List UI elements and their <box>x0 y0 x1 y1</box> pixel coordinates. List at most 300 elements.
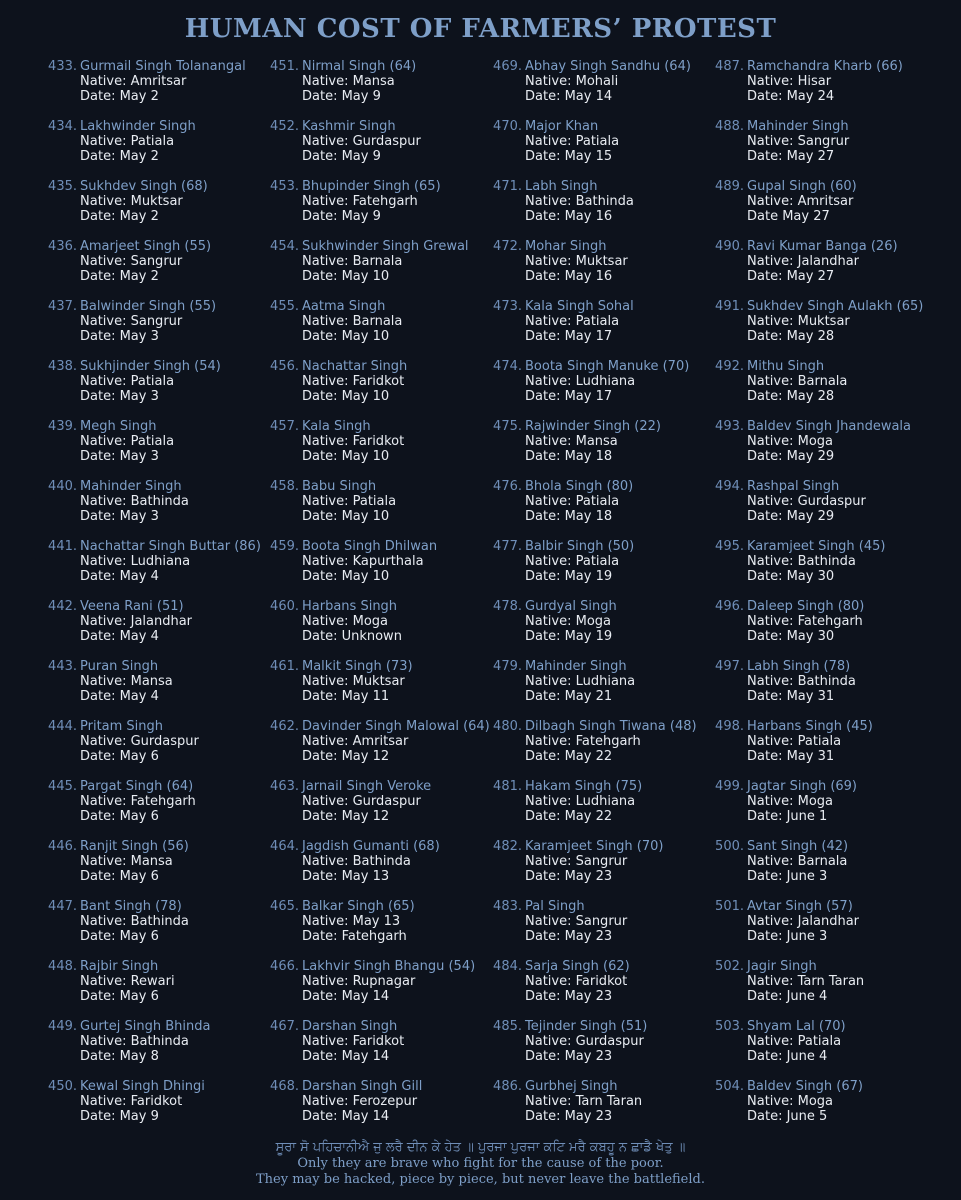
death-date: Date: June 4 <box>747 989 828 1004</box>
list-item <box>492 1019 714 1079</box>
death-date: Date: May 6 <box>80 869 159 884</box>
native-place: Native: Moga <box>747 794 833 809</box>
entry-number: 484. <box>493 959 522 974</box>
list-item <box>714 839 936 899</box>
death-date: Date: May 19 <box>525 569 613 584</box>
entry-number: 441. <box>48 539 77 554</box>
list-item <box>714 359 936 419</box>
death-date: Date: June 1 <box>747 809 828 824</box>
person-name: Balbir Singh (50) <box>525 539 635 554</box>
entry-number: 459. <box>270 539 299 554</box>
death-date: Date: May 27 <box>747 149 835 164</box>
person-name: Pritam Singh <box>80 719 164 734</box>
death-date: Date: May 12 <box>302 809 390 824</box>
entry-number: 486. <box>493 1079 522 1094</box>
person-name: Avtar Singh (57) <box>747 899 853 914</box>
memorial-list <box>0 59 961 1139</box>
list-item <box>47 59 269 119</box>
list-item <box>47 1079 269 1139</box>
person-name: Jagtar Singh (69) <box>747 779 858 794</box>
person-name: Boota Singh Dhilwan <box>302 539 438 554</box>
entry-number: 496. <box>715 599 744 614</box>
list-item <box>714 1079 936 1139</box>
person-name: Jarnail Singh Veroke <box>302 779 432 794</box>
death-date: Date: May 10 <box>302 509 390 524</box>
native-place: Native: Ludhiana <box>80 554 191 569</box>
person-name: Megh Singh <box>80 419 157 434</box>
entry-number: 457. <box>270 419 299 434</box>
person-name: Labh Singh (78) <box>747 659 851 674</box>
person-name: Boota Singh Manuke (70) <box>525 359 690 374</box>
person-name: Abhay Singh Sandhu (64) <box>525 59 691 74</box>
death-date: Date: May 18 <box>525 509 613 524</box>
death-date: Date: May 23 <box>525 1049 613 1064</box>
list-item <box>714 659 936 719</box>
death-date: Date: May 14 <box>302 1109 390 1124</box>
translation-line-2: They may be hacked, piece by piece, but never leave the battlefield. <box>255 1172 705 1187</box>
person-name: Sarja Singh (62) <box>525 959 630 974</box>
native-place: Native: Patiala <box>80 434 175 449</box>
person-name: Tejinder Singh (51) <box>525 1019 648 1034</box>
native-place: Native: Patiala <box>80 134 175 149</box>
death-date: Date: May 30 <box>747 629 835 644</box>
native-place: Native: Mansa <box>302 74 395 89</box>
death-date: Date: May 27 <box>747 269 835 284</box>
list-item <box>269 59 491 119</box>
death-date: Date: May 12 <box>302 749 390 764</box>
entry-number: 463. <box>270 779 299 794</box>
native-place: Native: Bathinda <box>747 674 856 689</box>
death-date: Date: May 6 <box>80 749 159 764</box>
death-date: Date: June 5 <box>747 1109 828 1124</box>
list-item <box>269 479 491 539</box>
entry-number: 447. <box>48 899 77 914</box>
column-3 <box>492 59 714 1139</box>
native-place: Native: Patiala <box>525 314 620 329</box>
person-name: Sukhdev Singh Aulakh (65) <box>747 299 924 314</box>
list-item <box>492 779 714 839</box>
person-name: Karamjeet Singh (70) <box>525 839 664 854</box>
person-name: Major Khan <box>525 119 599 134</box>
entry-number: 466. <box>270 959 299 974</box>
entry-number: 481. <box>493 779 522 794</box>
person-name: Bhupinder Singh (65) <box>302 179 441 194</box>
list-item <box>269 119 491 179</box>
translation-line-1: Only they are brave who fight for the cause of the poor. <box>297 1156 664 1171</box>
list-item <box>714 599 936 659</box>
person-name: Kewal Singh Dhingi <box>80 1079 205 1094</box>
death-date: Date: May 6 <box>80 989 159 1004</box>
entry-number: 504. <box>715 1079 744 1094</box>
native-place: Native: Sangrur <box>80 314 183 329</box>
entry-number: 458. <box>270 479 299 494</box>
person-name: Babu Singh <box>302 479 377 494</box>
list-item <box>714 779 936 839</box>
death-date: Date: May 10 <box>302 389 390 404</box>
native-place: Native: Sangrur <box>747 134 850 149</box>
native-place: Native: Gurdaspur <box>747 494 866 509</box>
native-place: Native: Ludhiana <box>525 374 636 389</box>
list-item <box>714 959 936 1019</box>
person-name: Mahinder Singh <box>80 479 182 494</box>
list-item <box>47 239 269 299</box>
entry-number: 442. <box>48 599 77 614</box>
person-name: Mahinder Singh <box>525 659 627 674</box>
entry-number: 443. <box>48 659 77 674</box>
list-item <box>269 659 491 719</box>
native-place: Native: Faridkot <box>302 1034 405 1049</box>
native-place: Native: Bathinda <box>80 1034 189 1049</box>
list-item <box>269 839 491 899</box>
death-date: Date: May 23 <box>525 929 613 944</box>
death-date: Date: May 16 <box>525 269 613 284</box>
entry-number: 450. <box>48 1079 77 1094</box>
native-place: Native: Patiala <box>80 374 175 389</box>
entry-number: 474. <box>493 359 522 374</box>
person-name: Shyam Lal (70) <box>747 1019 846 1034</box>
list-item <box>269 959 491 1019</box>
entry-number: 503. <box>715 1019 744 1034</box>
list-item <box>492 719 714 779</box>
list-item <box>269 719 491 779</box>
person-name: Malkit Singh (73) <box>302 659 413 674</box>
death-date: Date: May 10 <box>302 569 390 584</box>
death-date: Date: May 4 <box>80 689 159 704</box>
person-name: Sukhjinder Singh (54) <box>80 359 221 374</box>
death-date: Date: May 2 <box>80 209 159 224</box>
list-item <box>492 479 714 539</box>
death-date: Date: June 3 <box>747 929 828 944</box>
person-name: Dilbagh Singh Tiwana (48) <box>525 719 697 734</box>
native-place: Native: Ludhiana <box>525 674 636 689</box>
native-place: Native: Faridkot <box>80 1094 183 1109</box>
list-item <box>269 599 491 659</box>
gurmukhi-verse: ਸੂਰਾ ਸੋ ਪਹਿਚਾਨੀਐ ਜੁ ਲਰੈ ਦੀਨ ਕੇ ਹੇਤ ॥ ਪੁਰਜਾ ਪੁਰਜਾ ਕਟਿ ਮਰੈ ਕਬਹੂ ਨ ਛਾਡੈ ਖੇਤੁ ॥ <box>275 1140 686 1155</box>
native-place: Native: Gurdaspur <box>80 734 199 749</box>
person-name: Jagdish Gumanti (68) <box>302 839 440 854</box>
list-item <box>714 419 936 479</box>
death-date: Date: May 17 <box>525 329 613 344</box>
list-item <box>714 119 936 179</box>
list-item <box>47 1019 269 1079</box>
death-date: Date: May 14 <box>525 89 613 104</box>
person-name: Darshan Singh Gill <box>302 1079 423 1094</box>
death-date: Date: May 16 <box>525 209 613 224</box>
death-date: Date: May 13 <box>302 869 390 884</box>
person-name: Veena Rani (51) <box>80 599 184 614</box>
column-4 <box>714 59 936 1139</box>
list-item <box>492 299 714 359</box>
native-place: Native: Patiala <box>302 494 397 509</box>
death-date: Date: May 28 <box>747 329 835 344</box>
death-date: Date: May 14 <box>302 989 390 1004</box>
entry-number: 498. <box>715 719 744 734</box>
person-name: Gurbhej Singh <box>525 1079 618 1094</box>
death-date: Date: May 14 <box>302 1049 390 1064</box>
native-place: Native: Gurdaspur <box>302 134 421 149</box>
person-name: Karamjeet Singh (45) <box>747 539 886 554</box>
native-place: Native: Mansa <box>80 674 173 689</box>
footer-quote <box>0 1140 961 1188</box>
entry-number: 438. <box>48 359 77 374</box>
entry-number: 452. <box>270 119 299 134</box>
list-item <box>714 539 936 599</box>
list-item <box>492 419 714 479</box>
entry-number: 473. <box>493 299 522 314</box>
list-item <box>269 359 491 419</box>
entry-number: 497. <box>715 659 744 674</box>
list-item <box>47 479 269 539</box>
entry-number: 434. <box>48 119 77 134</box>
native-place: Native: Jalandhar <box>747 914 860 929</box>
native-place: Native: Bathinda <box>747 554 856 569</box>
death-date: Date: May 23 <box>525 869 613 884</box>
entry-number: 449. <box>48 1019 77 1034</box>
death-date: Date: May 19 <box>525 629 613 644</box>
list-item <box>714 299 936 359</box>
entry-number: 489. <box>715 179 744 194</box>
death-date: Date: May 6 <box>80 929 159 944</box>
list-item <box>492 239 714 299</box>
entry-number: 445. <box>48 779 77 794</box>
entry-number: 436. <box>48 239 77 254</box>
death-date: Date: May 9 <box>302 149 381 164</box>
entry-number: 492. <box>715 359 744 374</box>
entry-number: 485. <box>493 1019 522 1034</box>
entry-number: 479. <box>493 659 522 674</box>
native-place: Native: Rewari <box>80 974 175 989</box>
person-name: Rashpal Singh <box>747 479 840 494</box>
list-item <box>47 779 269 839</box>
person-name: Gupal Singh (60) <box>747 179 857 194</box>
native-place: Native: Sangrur <box>525 914 628 929</box>
native-place: Native: Amritsar <box>80 74 187 89</box>
native-place: Native: Gurdaspur <box>525 1034 644 1049</box>
list-item <box>714 479 936 539</box>
native-place: Native: Faridkot <box>302 434 405 449</box>
native-place: Native: Muktsar <box>80 194 183 209</box>
death-date: Date: May 4 <box>80 629 159 644</box>
list-item <box>269 179 491 239</box>
list-item <box>714 179 936 239</box>
entry-number: 493. <box>715 419 744 434</box>
list-item <box>47 419 269 479</box>
death-date: Date: May 22 <box>525 749 613 764</box>
list-item <box>47 359 269 419</box>
person-name: Mithu Singh <box>747 359 825 374</box>
person-name: Gurtej Singh Bhinda <box>80 1019 211 1034</box>
native-place: Native: Patiala <box>747 734 842 749</box>
person-name: Baldev Singh Jhandewala <box>747 419 912 434</box>
native-place: Native: Patiala <box>747 1034 842 1049</box>
native-place: Native: Tarn Taran <box>747 974 865 989</box>
list-item <box>714 1019 936 1079</box>
death-date: Date: May 10 <box>302 269 390 284</box>
list-item <box>714 899 936 959</box>
native-place: Native: Gurdaspur <box>302 794 421 809</box>
entry-number: 440. <box>48 479 77 494</box>
death-date: Date: Fatehgarh <box>302 929 407 944</box>
list-item <box>714 719 936 779</box>
entry-number: 501. <box>715 899 744 914</box>
native-place: Native: Jalandhar <box>80 614 193 629</box>
list-item <box>47 899 269 959</box>
entry-number: 462. <box>270 719 299 734</box>
column-1 <box>47 59 269 1139</box>
death-date: Date: June 3 <box>747 869 828 884</box>
native-place: Native: Barnala <box>747 374 848 389</box>
native-place: Native: Bathinda <box>80 494 189 509</box>
native-place: Native: Mansa <box>80 854 173 869</box>
death-date: Date: May 6 <box>80 809 159 824</box>
list-item <box>269 1079 491 1139</box>
entry-number: 469. <box>493 59 522 74</box>
native-place: Native: May 13 <box>302 914 401 929</box>
list-item <box>47 959 269 1019</box>
person-name: Sukhwinder Singh Grewal <box>302 239 469 254</box>
person-name: Sant Singh (42) <box>747 839 849 854</box>
entry-number: 439. <box>48 419 77 434</box>
native-place: Native: Ludhiana <box>525 794 636 809</box>
list-item <box>269 779 491 839</box>
person-name: Lakhvir Singh Bhangu (54) <box>302 959 476 974</box>
native-place: Native: Amritsar <box>747 194 854 209</box>
list-item <box>492 839 714 899</box>
person-name: Labh Singh <box>525 179 598 194</box>
entry-number: 475. <box>493 419 522 434</box>
native-place: Native: Muktsar <box>302 674 405 689</box>
entry-number: 491. <box>715 299 744 314</box>
entry-number: 451. <box>270 59 299 74</box>
death-date: Date: May 3 <box>80 449 159 464</box>
death-date: Date: Unknown <box>302 629 402 644</box>
death-date: Date: May 8 <box>80 1049 159 1064</box>
entry-number: 502. <box>715 959 744 974</box>
list-item <box>47 299 269 359</box>
entry-number: 456. <box>270 359 299 374</box>
native-place: Native: Moga <box>747 1094 833 1109</box>
person-name: Darshan Singh <box>302 1019 398 1034</box>
death-date: Date: May 3 <box>80 389 159 404</box>
entry-number: 437. <box>48 299 77 314</box>
death-date: Date May 27 <box>747 209 830 224</box>
native-place: Native: Mohali <box>525 74 619 89</box>
entry-number: 480. <box>493 719 522 734</box>
death-date: Date: May 31 <box>747 689 835 704</box>
death-date: Date: May 22 <box>525 809 613 824</box>
entry-number: 470. <box>493 119 522 134</box>
column-2 <box>269 59 491 1139</box>
person-name: Gurmail Singh Tolanangal <box>80 59 246 74</box>
list-item <box>714 59 936 119</box>
entry-number: 444. <box>48 719 77 734</box>
list-item <box>492 59 714 119</box>
entry-number: 500. <box>715 839 744 854</box>
native-place: Native: Moga <box>302 614 388 629</box>
list-item <box>269 419 491 479</box>
list-item <box>492 539 714 599</box>
entry-number: 476. <box>493 479 522 494</box>
entry-number: 487. <box>715 59 744 74</box>
death-date: Date: May 17 <box>525 389 613 404</box>
list-item <box>492 659 714 719</box>
entry-number: 478. <box>493 599 522 614</box>
entry-number: 454. <box>270 239 299 254</box>
person-name: Aatma Singh <box>302 299 386 314</box>
person-name: Mahinder Singh <box>747 119 849 134</box>
list-item <box>714 239 936 299</box>
list-item <box>492 359 714 419</box>
person-name: Pargat Singh (64) <box>80 779 194 794</box>
entry-number: 471. <box>493 179 522 194</box>
native-place: Native: Faridkot <box>302 374 405 389</box>
entry-number: 453. <box>270 179 299 194</box>
native-place: Native: Moga <box>525 614 611 629</box>
person-name: Puran Singh <box>80 659 159 674</box>
person-name: Sukhdev Singh (68) <box>80 179 208 194</box>
death-date: Date: May 2 <box>80 269 159 284</box>
person-name: Nachattar Singh <box>302 359 408 374</box>
death-date: Date: May 9 <box>302 89 381 104</box>
person-name: Bhola Singh (80) <box>525 479 634 494</box>
person-name: Ravi Kumar Banga (26) <box>747 239 898 254</box>
entry-number: 467. <box>270 1019 299 1034</box>
list-item <box>492 119 714 179</box>
native-place: Native: Tarn Taran <box>525 1094 643 1109</box>
native-place: Native: Moga <box>747 434 833 449</box>
list-item <box>47 179 269 239</box>
person-name: Kashmir Singh <box>302 119 396 134</box>
native-place: Native: Bathinda <box>80 914 189 929</box>
death-date: Date: June 4 <box>747 1049 828 1064</box>
list-item <box>492 899 714 959</box>
entry-number: 465. <box>270 899 299 914</box>
native-place: Native: Sangrur <box>80 254 183 269</box>
person-name: Rajbir Singh <box>80 959 159 974</box>
list-item <box>47 119 269 179</box>
entry-number: 472. <box>493 239 522 254</box>
entry-number: 455. <box>270 299 299 314</box>
death-date: Date: May 30 <box>747 569 835 584</box>
native-place: Native: Fatehgarh <box>747 614 863 629</box>
entry-number: 446. <box>48 839 77 854</box>
death-date: Date: May 4 <box>80 569 159 584</box>
person-name: Jagir Singh <box>747 959 817 974</box>
person-name: Pal Singh <box>525 899 585 914</box>
person-name: Balkar Singh (65) <box>302 899 415 914</box>
list-item <box>492 599 714 659</box>
native-place: Native: Sangrur <box>525 854 628 869</box>
person-name: Amarjeet Singh (55) <box>80 239 212 254</box>
entry-number: 488. <box>715 119 744 134</box>
person-name: Gurdyal Singh <box>525 599 617 614</box>
entry-number: 477. <box>493 539 522 554</box>
person-name: Mohar Singh <box>525 239 607 254</box>
list-item <box>269 299 491 359</box>
entry-number: 448. <box>48 959 77 974</box>
person-name: Daleep Singh (80) <box>747 599 865 614</box>
death-date: Date: May 24 <box>747 89 835 104</box>
death-date: Date: May 29 <box>747 449 835 464</box>
native-place: Native: Patiala <box>525 554 620 569</box>
person-name: Nachattar Singh Buttar (86) <box>80 539 261 554</box>
death-date: Date: May 3 <box>80 509 159 524</box>
native-place: Native: Kapurthala <box>302 554 424 569</box>
page-title: HUMAN COST OF FARMERS’ PROTEST <box>184 14 777 44</box>
native-place: Native: Fatehgarh <box>302 194 418 209</box>
entry-number: 494. <box>715 479 744 494</box>
entry-number: 433. <box>48 59 77 74</box>
